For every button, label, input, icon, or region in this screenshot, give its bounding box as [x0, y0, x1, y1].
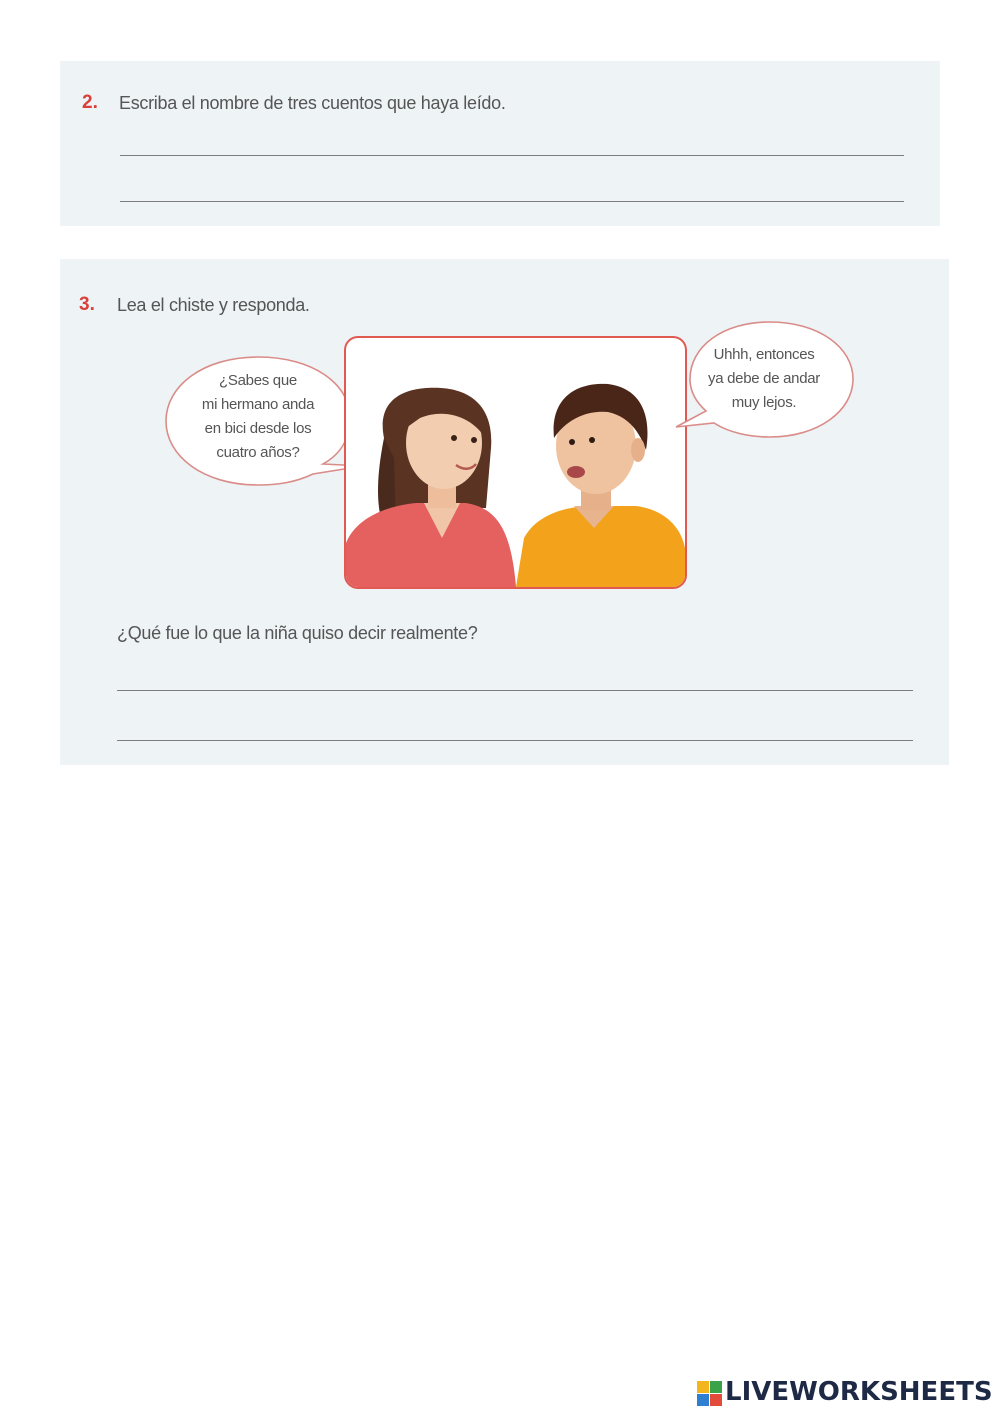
boy-bubble-line: ya debe de andar: [708, 370, 820, 387]
girl-bubble-text: [178, 369, 338, 465]
follow-up-question: ¿Qué fue lo que la niña quiso decir realmente?: [117, 623, 478, 643]
liveworksheets-logo-icon: [697, 1381, 723, 1407]
boy-bubble-line: muy lejos.: [731, 394, 797, 411]
question-3-panel: [60, 259, 949, 765]
answer-line-1[interactable]: [120, 155, 904, 156]
answer-line-4[interactable]: [117, 740, 913, 741]
question-2-number: 2.: [82, 92, 98, 113]
brand-name: LIVEWORKSHEETS: [725, 1377, 993, 1407]
boy-bubble-line: Uhhh, entonces: [713, 346, 815, 363]
girl-bubble-line: ¿Sabes que: [219, 372, 297, 389]
question-3-text: Lea el chiste y responda.: [117, 295, 310, 315]
kids-illustration: [346, 338, 685, 587]
answer-line-2[interactable]: [120, 201, 904, 202]
question-2-panel: [60, 61, 940, 226]
question-3-number: 3.: [79, 294, 95, 315]
girl-bubble-line: en bici desde los: [204, 420, 312, 437]
liveworksheets-logo: [697, 1377, 995, 1409]
answer-line-3[interactable]: [117, 690, 913, 691]
girl-bubble-line: mi hermano anda: [201, 396, 315, 413]
kids-photo: [344, 336, 687, 589]
boy-bubble-text: [688, 343, 840, 415]
question-2-text: Escriba el nombre de tres cuentos que haya leído.: [119, 93, 506, 113]
girl-bubble-line: cuatro años?: [216, 444, 300, 461]
